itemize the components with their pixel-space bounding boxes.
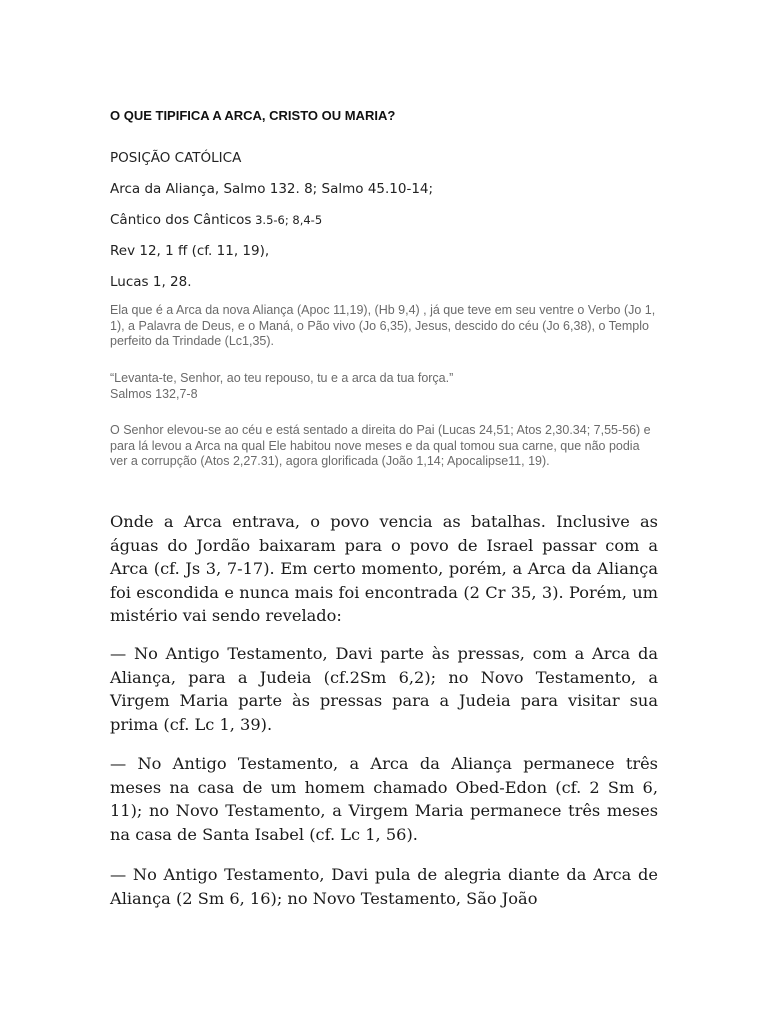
- body-paragraph-3: — No Antigo Testamento, a Arca da Aliança permanece três meses na casa de um homem chamado Obed-Edon (cf. 2 Sm 6, 11); no Novo Testamento, a Virgem Maria permanece três meses na casa de Santa Isabel (cf. Lc 1, 56).: [110, 754, 658, 844]
- reference-line-3: Rev 12, 1 ff (cf. 11, 19),: [110, 243, 270, 259]
- body-paragraph-1: Onde a Arca entrava, o povo vencia as batalhas. Inclusive as águas do Jordão baixaram para o povo de Israel passar com a Arca (cf. Js 3, 7-17). Em certo momento, porém, a Arca da Aliança foi escondida e nunca mais foi encontrada (2 Cr 35, 3). Porém, um mistério vai sendo revelado:: [110, 512, 658, 625]
- quote-paragraph-2-line-2: Salmos 132,7-8: [110, 386, 198, 401]
- quote-paragraph-2: [110, 371, 660, 402]
- reference-line-2-main: Cântico dos Cânticos: [110, 212, 252, 228]
- body-paragraph-2: — No Antigo Testamento, Davi parte às pressas, com a Arca da Aliança, para a Judeia (cf.2Sm 6,2); no Novo Testamento, a Virgem Maria parte às pressas para a Judeia para visitar sua prima (cf. Lc 1, 39).: [110, 644, 658, 734]
- document-title: O QUE TIPIFICA A ARCA, CRISTO OU MARIA?: [110, 108, 396, 123]
- section-heading: POSIÇÃO CATÓLICA: [110, 150, 242, 166]
- reference-line-1: Arca da Aliança, Salmo 132. 8; Salmo 45.10-14;: [110, 181, 434, 197]
- body-paragraph-4: — No Antigo Testamento, Davi pula de alegria diante da Arca de Aliança (2 Sm 6, 16); no Novo Testamento, São João: [110, 865, 658, 908]
- reference-line-2: [110, 212, 322, 228]
- quote-paragraph-1: Ela que é a Arca da nova Aliança (Apoc 11,19), (Hb 9,4) , já que teve em seu ventre o Verbo (Jo 1, 1), a Palavra de Deus, e o Maná, o Pão vivo (Jo 6,35), Jesus, descido do céu (Jo 6,38), o Templo perfeito da Trindade (Lc1,35).: [110, 303, 656, 348]
- quote-paragraph-3: O Senhor elevou-se ao céu e está sentado a direita do Pai (Lucas 24,51; Atos 2,30.34; 7,55-56) e para lá levou a Arca na qual Ele habitou nove meses e da qual tomou sua carne, que não podia ver a corrupção (Atos 2,27.31), agora glorificada (João 1,14; Apocalipse11, 19).: [110, 423, 651, 468]
- reference-line-2-small: 3.5-6; 8,4-5: [251, 213, 323, 227]
- reference-line-4: Lucas 1, 28.: [110, 274, 192, 290]
- quote-paragraph-2-line-1: “Levanta-te, Senhor, ao teu repouso, tu e a arca da tua força.”: [110, 371, 454, 385]
